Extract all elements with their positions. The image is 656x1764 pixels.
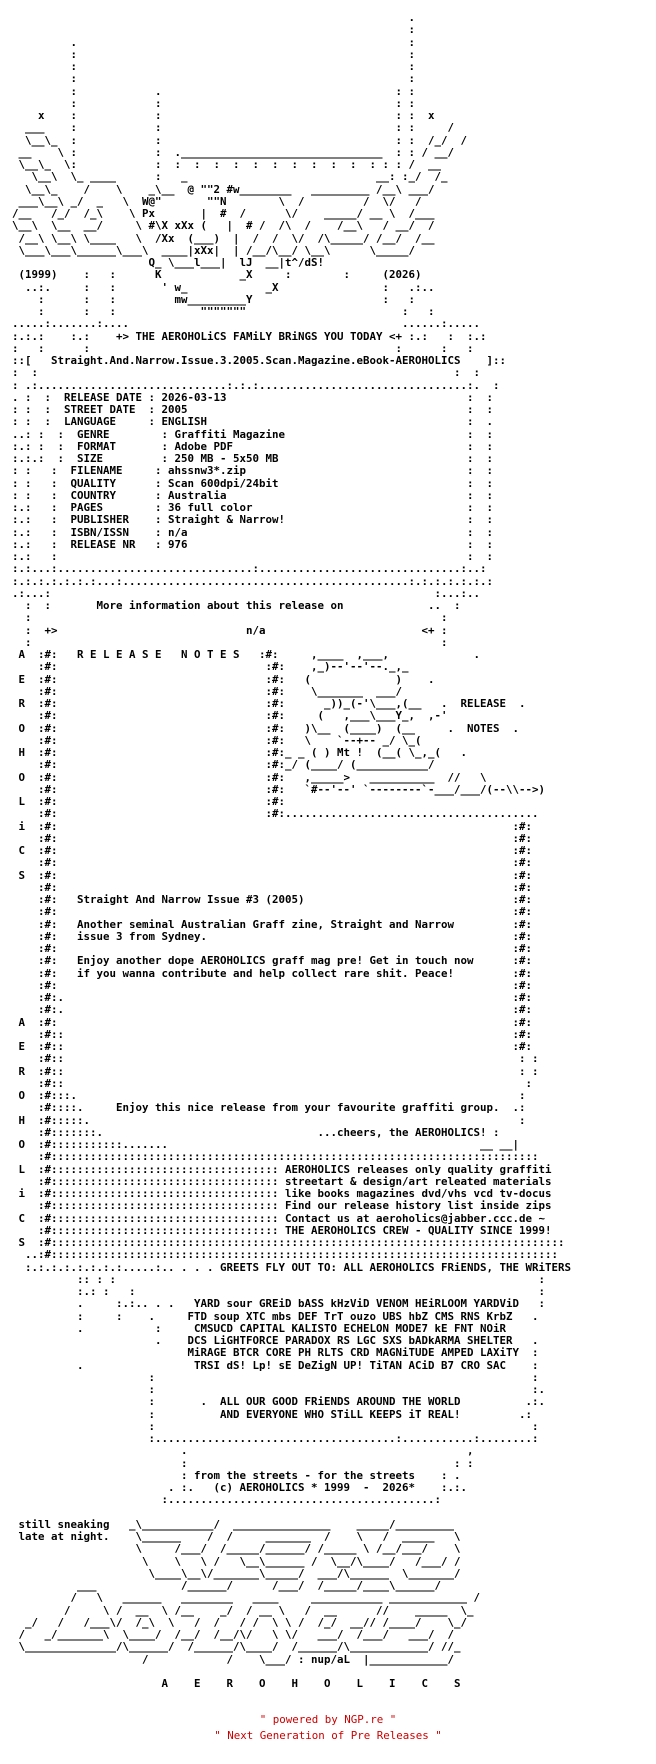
nfo-line: : : : : xyxy=(12,96,416,110)
nfo-line: :.....................................:...........:........: xyxy=(12,1432,539,1445)
nfo-line: still sneaking _\___________/ _______________ _____/_________ xyxy=(12,1517,455,1531)
nfo-line: E :#: :#: ( ) . xyxy=(12,672,435,686)
nfo-line: . , xyxy=(12,1444,474,1458)
nfo-line: :#:::::::. ...cheers, the AEROHOLICS! : xyxy=(12,1125,500,1139)
nfo-line: H :#:::::. : xyxy=(12,1113,526,1127)
nfo-line: \___\___\______\___\ ____|xXx| | /__/\__/ \__\ \_____/ xyxy=(12,243,416,257)
nfo-line: R :#:: : : xyxy=(12,1064,539,1078)
nfo-line: : : : """"""" : : xyxy=(12,305,435,318)
nfo-line: \__\ \__ __/ \ #\X xXx ( | # / /\ / /__\ / __/ / xyxy=(12,219,435,233)
nfo-line: A E R O H O L I C S xyxy=(12,1677,461,1690)
nfo-line: :#: Straight And Narrow Issue #3 (2005) :#: xyxy=(12,893,533,906)
nfo-line: O :#:::. : xyxy=(12,1089,526,1102)
nfo-line: :#: :#: `#--'--' `--------`-___/___/(--\\-->) xyxy=(12,782,546,796)
nfo-line: O :#: :#: )\__ (____) (__ . NOTES . xyxy=(12,721,520,735)
nfo-line: :.:.:.:.:.:.:.:.....:.. . . . GREETS FLY OUT TO: ALL AEROHOLICS FRiENDS, THE WRiTERS xyxy=(12,1260,572,1274)
footer-credits xyxy=(0,1712,656,1744)
nfo-line: : . ALL OUR GOOD FRiENDS AROUND THE WORLD .:. xyxy=(12,1395,546,1409)
nfo-line: S :#::::::::::::::::::::::::::::::::::::::::::::::::::::::::::::::::::::::::::::::: xyxy=(12,1236,565,1249)
nfo-line: S :#: :#: xyxy=(12,868,533,882)
nfo-line: \__\_ / \ _\__ @ ""2 #w________ _________ /__\ ___/ xyxy=(12,182,435,196)
nfo-line: :#: :#:....................................... xyxy=(12,807,539,821)
nfo-line: L :#::::::::::::::::::::::::::::::::::: AEROHOLICS releases only quality graffiti xyxy=(12,1162,552,1176)
footer-powered-by: " powered by NGP.re " xyxy=(259,1713,397,1726)
nfo-line: : : : STREET DATE : 2005 : : xyxy=(12,403,494,416)
nfo-line: \____\__\/_______\_____/ ___/\______ \_______/ xyxy=(12,1566,461,1580)
nfo-line: :#:. :#: xyxy=(12,991,533,1004)
nfo-line: : :. xyxy=(12,1383,546,1396)
nfo-line: :.: : : : xyxy=(12,1285,546,1298)
nfo-line: E :#:: :#: xyxy=(12,1040,533,1053)
nfo-line: :#: :#: xyxy=(12,880,533,894)
nfo-line: A :#: R E L E A S E N O T E S :#: ,____ ,___, . xyxy=(12,648,481,661)
nfo-line: O :#:::::::::::....... __ __| xyxy=(12,1138,520,1151)
nfo-line: ..: : : GENRE : Graffiti Magazine : : xyxy=(12,427,494,441)
nfo-line: ..:#:::::::::::::::::::::::::::::::::::::::::::::::::::::::::::::::::::::::::::::: xyxy=(12,1248,559,1262)
nfo-line: : : xyxy=(12,60,416,73)
nfo-line: :#: :#: \_______ ___/ xyxy=(12,684,409,698)
nfo-line: : xyxy=(12,23,416,37)
nfo-line: : . : : xyxy=(12,84,416,98)
nfo-line: .:...: :...:.. xyxy=(12,586,481,600)
nfo-line: ::[ Straight.And.Narrow.Issue.3.2005.Scan.Magazine.eBook-AEROHOLICS ]:: xyxy=(12,354,507,367)
nfo-line: R :#: :#: _))_(-'\___,(__ . RELEASE . xyxy=(12,697,526,710)
nfo-line: :#:: :#: xyxy=(12,1027,533,1041)
nfo-line: :#::::::::::::::::::::::::::::::::::: Find our release history list inside zips xyxy=(12,1199,552,1213)
nfo-line: /__\ \__\ \____ \ /Xx (___) | / / \/ /\_____/ /__/ /__ xyxy=(12,231,435,245)
nfo-line: ..:. : : ' w_ _X : .:.. xyxy=(12,280,435,294)
nfo-line: : : . FTD soup XTC mbs DEF TrT ouzo UBS hbZ CMS RNS KrbZ . xyxy=(12,1309,539,1323)
nfo-ascii-art-text xyxy=(12,12,571,1690)
nfo-line: :#: Enjoy another dope AEROHOLICS graff mag pre! Get in touch now :#: xyxy=(12,954,533,968)
nfo-line: : : : QUALITY : Scan 600dpi/24bit : : xyxy=(12,476,494,490)
nfo-line: : : xyxy=(12,72,416,86)
nfo-line: __ \ : : ._______________________________ : : / __/ xyxy=(12,145,455,159)
nfo-line: O :#: :#: ,_____> __________ // \ xyxy=(12,770,487,784)
nfo-line: i :#::::::::::::::::::::::::::::::::::: like books magazines dvd/vhs vcd tv-docus xyxy=(12,1187,552,1200)
nfo-line: Q_ \___l___| lJ __|t^/dS! xyxy=(12,256,325,269)
nfo-line: :#: :#: xyxy=(12,905,533,919)
nfo-line: :#::::::::::::::::::::::::::::::::::: streetart & design/art releated materials xyxy=(12,1174,552,1188)
nfo-line: L :#: :#: xyxy=(12,795,286,808)
nfo-line: :.: : RELEASE NR : 976 : : xyxy=(12,537,494,551)
nfo-line: :#::::::::::::::::::::::::::::::::::: THE AEROHOLICS CREW - QUALITY SINCE 1999! xyxy=(12,1223,552,1237)
footer-tagline: " Next Generation of Pre Releases " xyxy=(214,1729,442,1742)
nfo-line: / \ ______ ________ ____ ___________ ____________ / xyxy=(12,1591,481,1605)
nfo-line: . : CMSUCD CAPITAL KALISTO ECHELON MODE7 kE FNT NOiR xyxy=(12,1321,507,1335)
nfo-line: :.: : ISBN/ISSN : n/a : : xyxy=(12,525,494,539)
nfo-line: _/ / /___\/ /_\ \ / / / / \ \ / /_/ __// /____/ \_/ xyxy=(12,1615,468,1629)
nfo-line: :.: : : : xyxy=(12,550,494,563)
nfo-line: : .:.............................:.:.:................................:. : xyxy=(12,378,500,392)
nfo-line: late at night. \______ / / _______ / \ / _____ \ xyxy=(12,1530,461,1543)
nfo-line: : AND EVERYONE WHO STiLL KEEPS iT REAL! .: xyxy=(12,1407,533,1421)
nfo-line: :#: :#: xyxy=(12,831,533,845)
nfo-line: :.:.:.:.:.:.:...:............................................:.:.:.:.:.:.: xyxy=(12,574,494,588)
nfo-line: i :#: :#: xyxy=(12,819,533,833)
nfo-line: : : : mw_________Y : : xyxy=(12,292,416,306)
nfo-line: ___ : : : : / xyxy=(12,121,455,135)
nfo-line: :.:...:..............................:...............................:..: xyxy=(12,562,487,576)
nfo-line: :#: :#: xyxy=(12,942,533,955)
nfo-line: \______________/\______/ /______/\____/ /______/\____________/ //_ xyxy=(12,1640,461,1654)
nfo-line: A :#: :#: xyxy=(12,1015,533,1029)
nfo-line: :#:: : xyxy=(12,1076,533,1090)
nfo-line: . xyxy=(12,11,416,24)
nfo-line: \ \ \ / \__\______ / \__/\____/ /___/ / xyxy=(12,1554,461,1568)
nfo-line: :#: Another seminal Australian Graff zine, Straight and Narrow :#: xyxy=(12,917,533,931)
nfo-line: :#:: : : xyxy=(12,1052,539,1066)
nfo-line: :.: : : FORMAT : Adobe PDF : : xyxy=(12,439,494,453)
nfo-line: :#: :#:_/ (____/ (___________/ xyxy=(12,758,435,772)
nfo-line: : : xyxy=(12,1370,539,1384)
nfo-line: : from the streets - for the streets : . xyxy=(12,1468,461,1482)
nfo-line: :#: :#: xyxy=(12,978,533,992)
nfo-line: \__\_ \: : : : : : : : : : : : : : : / __ xyxy=(12,158,442,171)
nfo-line: :.:.: : SIZE : 250 MB - 5x50 MB : : xyxy=(12,452,494,465)
nfo-line: /__ /_/ /_\ \ Px | # / \/ _____/ __ \ /___ xyxy=(12,207,435,220)
nfo-line: C :#::::::::::::::::::::::::::::::::::: Contact us at aeroholics@jabber.ccc.de ~ xyxy=(12,1211,546,1225)
nfo-line: :#::::. Enjoy this nice release from your favourite graffiti group. .: xyxy=(12,1101,526,1115)
nfo-line: :#: :#: \ `--+-- _/ \_( xyxy=(12,733,422,747)
nfo-line: : : : LANGUAGE : ENGLISH : . xyxy=(12,415,494,429)
nfo-line: ___ /______/ /___/ /_____/____\______/ xyxy=(12,1579,442,1592)
nfo-line: : : : : : : xyxy=(12,341,474,355)
nfo-line: : : : xyxy=(12,1456,474,1470)
nfo-line: H :#: :#:_ _ ( ) Mt ! (__( \_,_( . xyxy=(12,746,468,759)
nfo-line: :#: if you wanna contribute and help collect rare shit. Peace! :#: xyxy=(12,966,533,980)
nfo-line: :.: : PUBLISHER : Straight & Narrow! : : xyxy=(12,513,494,527)
nfo-line: / _/_______\ \____/ /__/ /__/\/ \ \/ ___/ /___/ ___/ / xyxy=(12,1628,455,1641)
nfo-line: : : : : xyxy=(12,366,481,380)
nfo-line: :: : : : xyxy=(12,1272,546,1286)
nfo-line: : : More information about this release on .. : xyxy=(12,599,461,612)
nfo-line: :#::::::::::::::::::::::::::::::::::::::::::::::::::::::::::::::::::::::::::: xyxy=(12,1150,539,1164)
nfo-line: :.:.: :.: +> THE AEROHOLiCS FAMiLY BRiNGS YOU TODAY <+ :.: : :.: xyxy=(12,329,487,343)
nfo-line: . DCS LiGHTFORCE PARADOX RS LGC SXS bADkARMA SHELTER . xyxy=(12,1334,539,1347)
nfo-line: . : xyxy=(12,35,416,49)
nfo-line: . : : RELEASE DATE : 2026-03-13 : : xyxy=(12,390,494,404)
nfo-line: :.........................................: xyxy=(12,1493,442,1507)
nfo-line: C :#: :#: xyxy=(12,844,533,857)
nfo-line: ___\__\ _/ _ \ W@" ""N \ / / \/ / xyxy=(12,194,422,208)
nfo-line: : : xyxy=(12,1419,539,1433)
nfo-line: (1999) : : K _X : : (2026) xyxy=(12,268,422,282)
nfo-line: : : xyxy=(12,635,448,649)
nfo-line: : : : COUNTRY : Australia : : xyxy=(12,488,494,502)
nfo-line: \ /___/ /_____/______/ /_____ \ /__/___/ \ xyxy=(12,1542,461,1556)
nfo-line: : : xyxy=(12,611,448,625)
nfo-line: MiRAGE BTCR CORE PH RLTS CRD MAGNiTUDE AMPED LAXiTY : xyxy=(12,1346,539,1360)
nfo-line: . :. (c) AEROHOLICS * 1999 - 2026* :.:. xyxy=(12,1481,468,1494)
nfo-line: \__\_ : : : : /_/ / xyxy=(12,133,468,147)
nfo-line: :#: issue 3 from Sydney. :#: xyxy=(12,929,533,943)
nfo-line: : +> n/a <+ : xyxy=(12,623,448,637)
nfo-line: x : : : : x xyxy=(12,109,435,122)
nfo-line: / / \___/ : nup/aL |____________/ xyxy=(12,1652,455,1666)
nfo-line: / \ / __ \ /__ _/ / __ \ / __ // _____ \_ xyxy=(12,1603,474,1617)
nfo-line: : : : FILENAME : ahssnw3*.zip : : xyxy=(12,464,494,478)
nfo-line: . TRSI dS! Lp! sE DeZigN UP! TiTAN ACiD B7 CRO SAC : xyxy=(12,1358,539,1372)
nfo-line: :#:. :#: xyxy=(12,1003,533,1017)
nfo-line: \__\ \_ ____ : _ __: :_/ /_ xyxy=(12,170,448,184)
nfo-line: : : xyxy=(12,47,416,61)
nfo-line: . :.:.. . . YARD sour GREiD bASS kHzViD VENOM HEiRLOOM YARDViD : xyxy=(12,1297,546,1311)
nfo-line: :#: :#: xyxy=(12,856,533,870)
nfo-line: .....:.......:.... ......:..... xyxy=(12,317,481,331)
nfo-line: :#: :#: ,_)--'--'--._,_ xyxy=(12,660,409,674)
nfo-line: :#: :#: ( ,___\___Y_, ,-' xyxy=(12,709,448,723)
nfo-line: :.: : PAGES : 36 full color : : xyxy=(12,501,494,514)
